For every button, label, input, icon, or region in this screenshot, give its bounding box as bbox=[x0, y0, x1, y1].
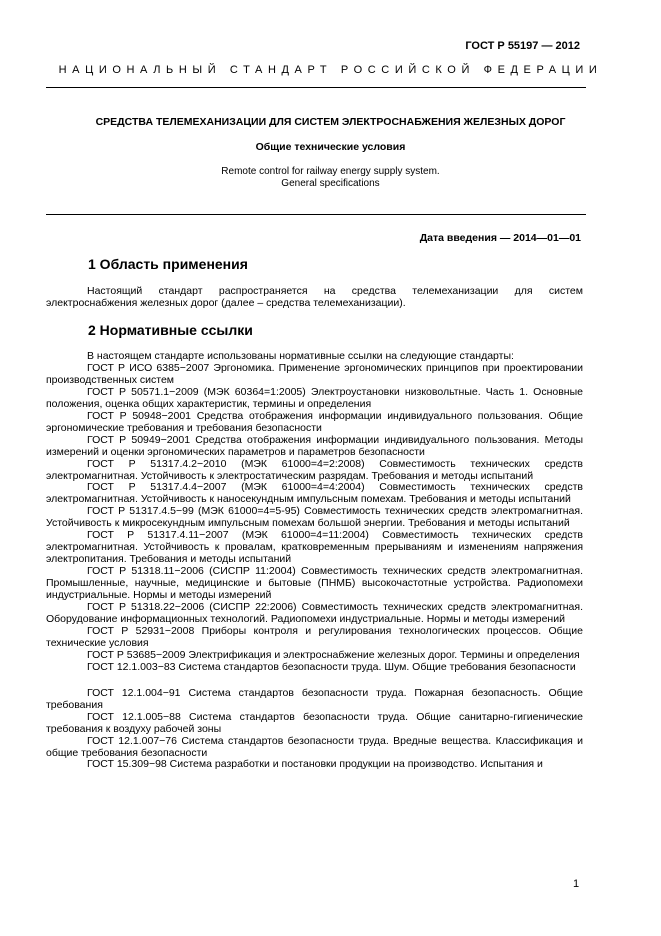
page-number: 1 bbox=[573, 878, 580, 890]
spacer bbox=[46, 674, 583, 688]
english-title-line-2: General specifications bbox=[281, 178, 380, 189]
normative-ref: ГОСТ 12.1.003−83 Система стандартов безопасности труда. Шум. Общие требования безопасности bbox=[87, 660, 576, 673]
normative-ref: ГОСТ 12.1.007−76 Система стандартов безопасности труда. Вредные вещества. Классификация и общие требования безопасности bbox=[46, 734, 583, 759]
normative-ref: ГОСТ 12.1.004−91 Система стандартов безопасности труда. Пожарная безопасность. Общие требования bbox=[46, 686, 583, 711]
divider-top bbox=[46, 87, 586, 88]
normative-ref: ГОСТ Р 51317.4.5−99 (МЭК 61000=4=5-95) Совместимость технических средств электромагнитная. Устойчивость к микросекундным импульсным помехам большой энергии. Требования и методы испытаний bbox=[46, 505, 583, 530]
normative-ref: ГОСТ 15.309−98 Система разработки и постановки продукции на производство. Испытания и bbox=[87, 758, 543, 771]
introduction-date: Дата введения — 2014—01—01 bbox=[419, 232, 581, 244]
document-title: СРЕДСТВА ТЕЛЕМЕХАНИЗАЦИИ ДЛЯ СИСТЕМ ЭЛЕКТРОСНАБЖЕНИЯ ЖЕЛЕЗНЫХ ДОРОГ bbox=[95, 116, 566, 128]
section-1-text: Настоящий стандарт распространяется на средства телемеханизации для систем электроснабжения железных дорог (далее – средства телемеханизации). bbox=[46, 285, 583, 309]
section-2-heading: 2 Нормативные ссылки bbox=[88, 322, 253, 338]
national-standard-banner: НАЦИОНАЛЬНЫЙ СТАНДАРТ РОССИЙСКОЙ ФЕДЕРАЦИИ bbox=[58, 64, 603, 76]
normative-ref: ГОСТ Р 51318.22−2006 (СИСПР 22:2006) Совместимость технических средств электромагнитная. Оборудование информационных технологий. Радиопомехи индустриальные. Нормы и методы измерений bbox=[46, 601, 583, 625]
section-2-intro: В настоящем стандарте использованы нормативные ссылки на следующие стандарты: bbox=[87, 350, 514, 362]
english-title-line-1: Remote control for railway energy supply system. bbox=[221, 166, 440, 177]
normative-ref: ГОСТ Р 51317.4.11−2007 (МЭК 61000=4=11:2004) Совместимость технических средств электромагнитная. Устойчивость к провалам, кратковременным прерываниям и изменениям напряжения электропитания. Требования и методы испытаний bbox=[46, 529, 583, 566]
normative-ref: ГОСТ Р 50948−2001 Средства отображения информации индивидуального пользования. Общие эргономические требования и требования безопасности bbox=[46, 409, 583, 434]
normative-ref: ГОСТ Р 52931−2008 Приборы контроля и регулирования технологических процессов. Общие технические условия bbox=[46, 624, 583, 649]
document-subtitle: Общие технические условия bbox=[255, 141, 406, 153]
english-title bbox=[0, 166, 661, 190]
standard-number: ГОСТ Р 55197 — 2012 bbox=[465, 40, 580, 52]
normative-ref: ГОСТ Р 53685−2009 Электрификация и электроснабжение железных дорог. Термины и определения bbox=[87, 648, 580, 661]
section-1-body bbox=[46, 286, 583, 310]
normative-ref: ГОСТ Р 51317.4.2−2010 (МЭК 61000=4=2:2008) Совместимость технических средств электромагнитная. Устойчивость к электростатическим разрядам. Требования и методы испытаний bbox=[46, 457, 583, 482]
normative-ref: ГОСТ Р 51317.4.4−2007 (МЭК 61000=4=4:2004) Совместимость технических средств электромагнитная. Устойчивость к наносекундным импульсным помехам. Требования и методы испытаний bbox=[46, 481, 583, 506]
divider-bottom bbox=[46, 214, 586, 215]
normative-ref: ГОСТ Р ИСО 6385−2007 Эргономика. Применение эргономических принципов при проектировании производственных систем bbox=[46, 361, 583, 386]
normative-ref: ГОСТ 12.1.005−88 Система стандартов безопасности труда. Общие санитарно-гигиенические требования к воздуху рабочей зоны bbox=[46, 710, 583, 735]
section-2-body bbox=[46, 351, 583, 771]
normative-ref: ГОСТ Р 51318.11−2006 (СИСПР 11:2004) Совместимость технических средств электромагнитная. Промышленные, научные, медицинские и бытовые (ПНМБ) высокочастотные устройства. Радиопомехи индустриальные. Нормы и методы измерений bbox=[46, 565, 583, 602]
section-1-heading: 1 Область применения bbox=[88, 256, 248, 272]
normative-ref: ГОСТ Р 50571.1−2009 (МЭК 60364=1:2005) Электроустановки низковольтные. Часть 1. Основные положения, оценка общих характеристик, термины и определения bbox=[46, 385, 583, 410]
normative-ref: ГОСТ Р 50949−2001 Средства отображения информации индивидуального пользования. Методы измерений и оценки эргономических параметров и параметров безопасности bbox=[46, 433, 583, 458]
